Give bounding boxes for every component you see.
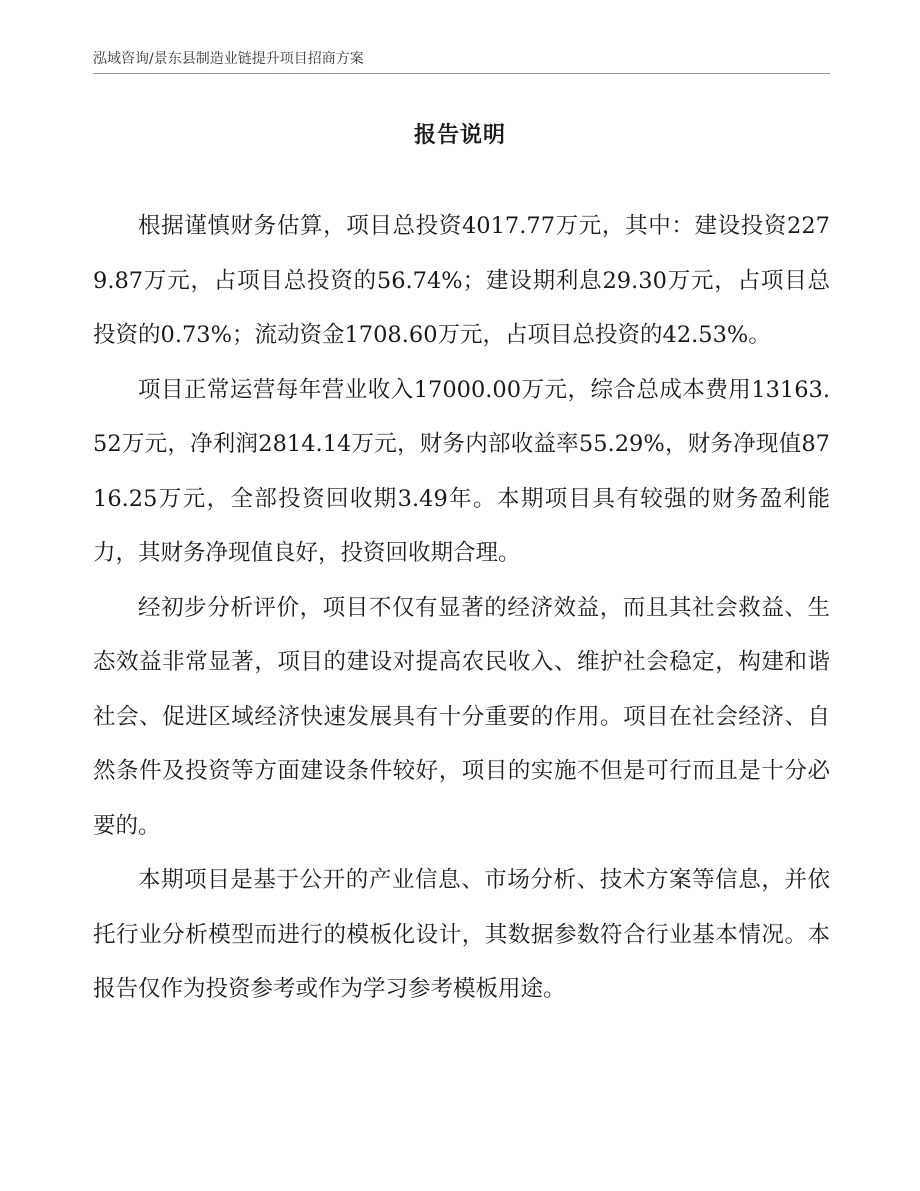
paragraph-investment: 根据谨慎财务估算，项目总投资4017.77万元，其中：建设投资2279.87万元，占项目总投资的56.74%；建设期利息29.30万元，占项目总投资的0.73%；流动资金1708.60万元，占项目总投资的42.53%。: [93, 213, 830, 348]
report-body: [93, 199, 830, 1017]
paragraph-financial: 项目正常运营每年营业收入17000.00万元，综合总成本费用13163.52万元，净利润2814.14万元，财务内部收益率55.29%，财务净现值8716.25万元，全部投资回收期3.49年。本期项目具有较强的财务盈利能力，其财务净现值良好，投资回收期合理。: [93, 376, 830, 566]
running-header: 泓域咨询/景东县制造业链提升项目招商方案: [93, 51, 364, 67]
paragraph-evaluation: 经初步分析评价，项目不仅有显著的经济效益，而且其社会救益、生态效益非常显著，项目的建设对提高农民收入、维护社会稳定，构建和谐社会、促进区域经济快速发展具有十分重要的作用。项目在社会经济、自然条件及投资等方面建设条件较好，项目的实施不但是可行而且是十分必要的。: [93, 594, 830, 839]
page-title: 报告说明: [413, 123, 506, 148]
header-divider: [93, 73, 830, 74]
paragraph-disclaimer: 本期项目是基于公开的产业信息、市场分析、技术方案等信息，并依托行业分析模型而进行的模板化设计，其数据参数符合行业基本情况。本报告仅作为投资参考或作为学习参考模板用途。: [93, 867, 830, 1002]
